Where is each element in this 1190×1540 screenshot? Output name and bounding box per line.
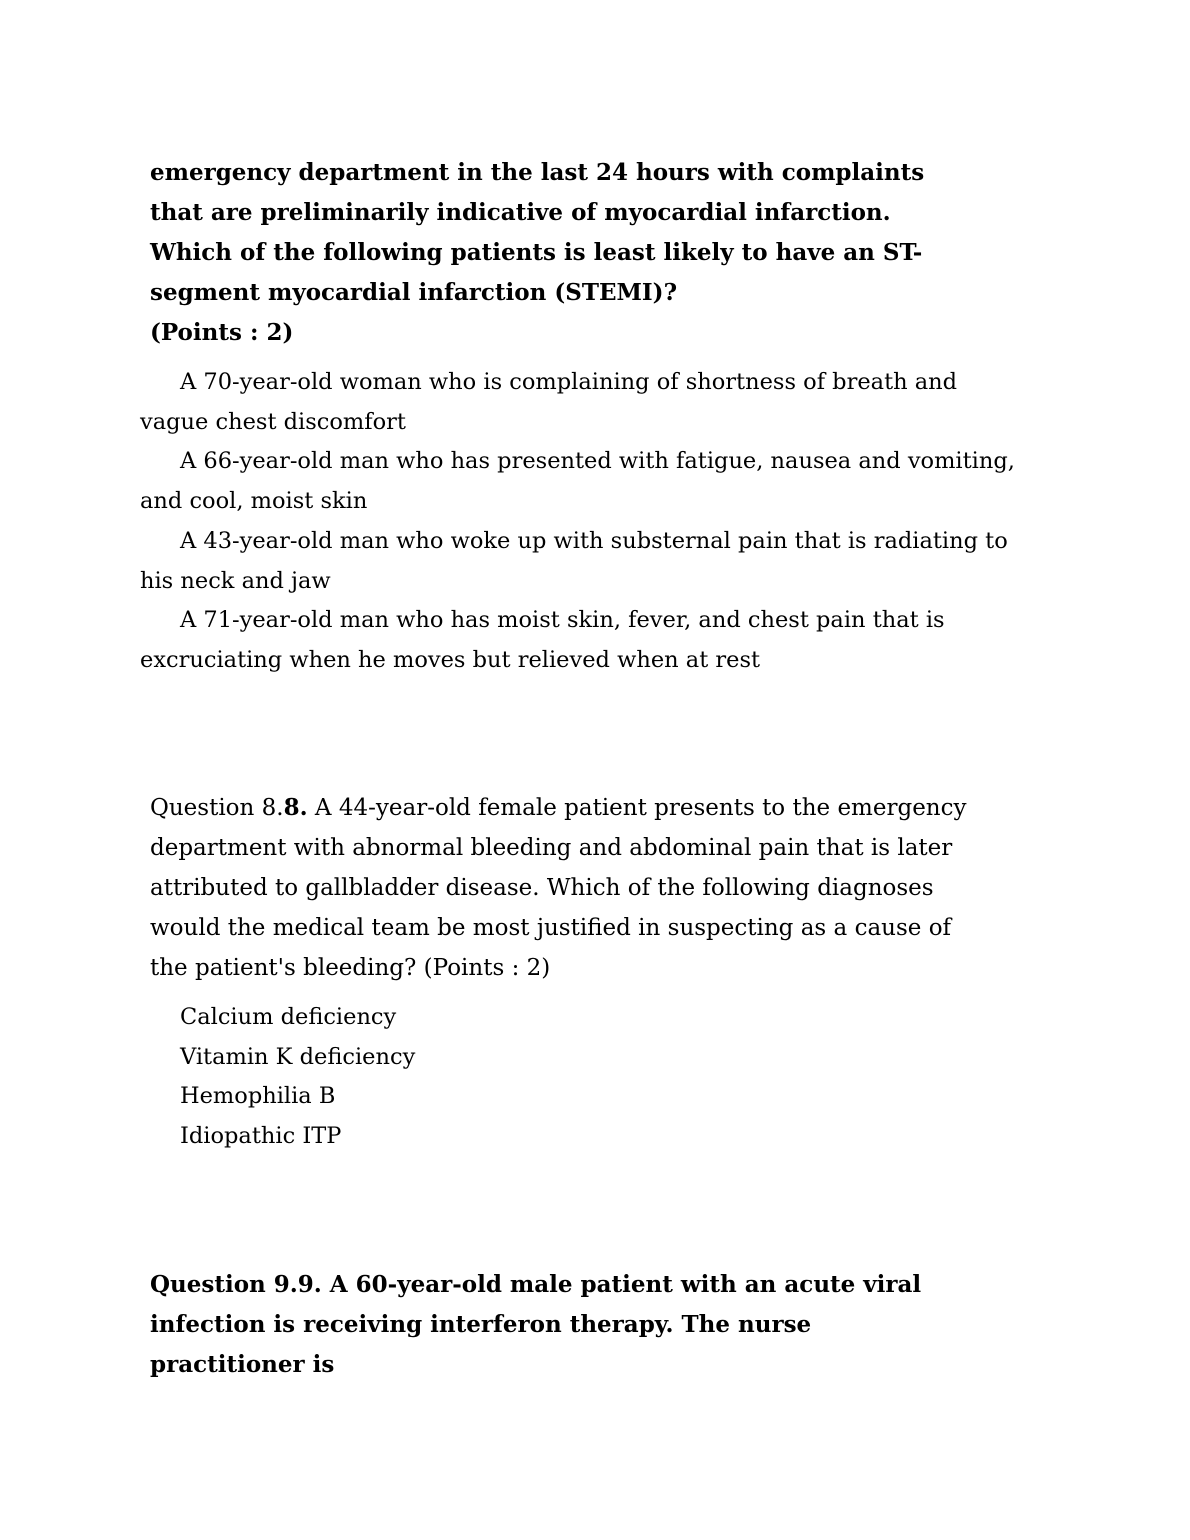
- question-7-options: [140, 363, 1020, 681]
- question-7-option-2[interactable]: A 66-year-old man who has presented with fatigue, nausea and vomiting, and cool, moist skin: [140, 448, 1015, 515]
- question-8-options: [140, 998, 1020, 1157]
- question-7-points: (Points : 2): [150, 319, 294, 346]
- question-8-stem: [150, 788, 970, 988]
- question-8-option-2[interactable]: Vitamin K deficiency: [180, 1043, 416, 1070]
- question-8-option-1[interactable]: Calcium deficiency: [180, 1004, 397, 1030]
- question-8-text: A 44-year-old female patient presents to the emergency department with abnormal bleeding and abdominal pain that is later attributed to gallbladder disease. Which of the following diagnoses would the medical team be most justified in suspecting as a cause of the patient's bleeding? (Points : 2): [150, 795, 967, 981]
- question-8-number: 8.: [283, 794, 308, 821]
- question-7-option-3[interactable]: A 43-year-old man who woke up with substernal pain that is radiating to his neck and jaw: [140, 527, 1008, 594]
- question-8-option-3[interactable]: Hemophilia B: [180, 1083, 336, 1110]
- question-7-text: emergency department in the last 24 hours with complaints that are preliminarily indicative of myocardial infarction. Which of the following patients is least likely to have an ST-segment myocardial infarction (STEMI)?: [150, 159, 925, 306]
- question-8-label: Question 8.: [150, 795, 284, 821]
- question-7-stem: [150, 153, 970, 353]
- question-7-option-4[interactable]: A 71-year-old man who has moist skin, fever, and chest pain that is excruciating when he moves but relieved when at rest: [140, 607, 945, 673]
- question-8-option-4[interactable]: Idiopathic ITP: [180, 1123, 342, 1150]
- question-7-option-1[interactable]: A 70-year-old woman who is complaining of shortness of breath and vague chest discomfort: [140, 369, 958, 435]
- question-9-stem: Question 9.9. A 60-year-old male patient with an acute viral infection is receiving interferon therapy. The nurse practitioner is: [150, 1271, 922, 1378]
